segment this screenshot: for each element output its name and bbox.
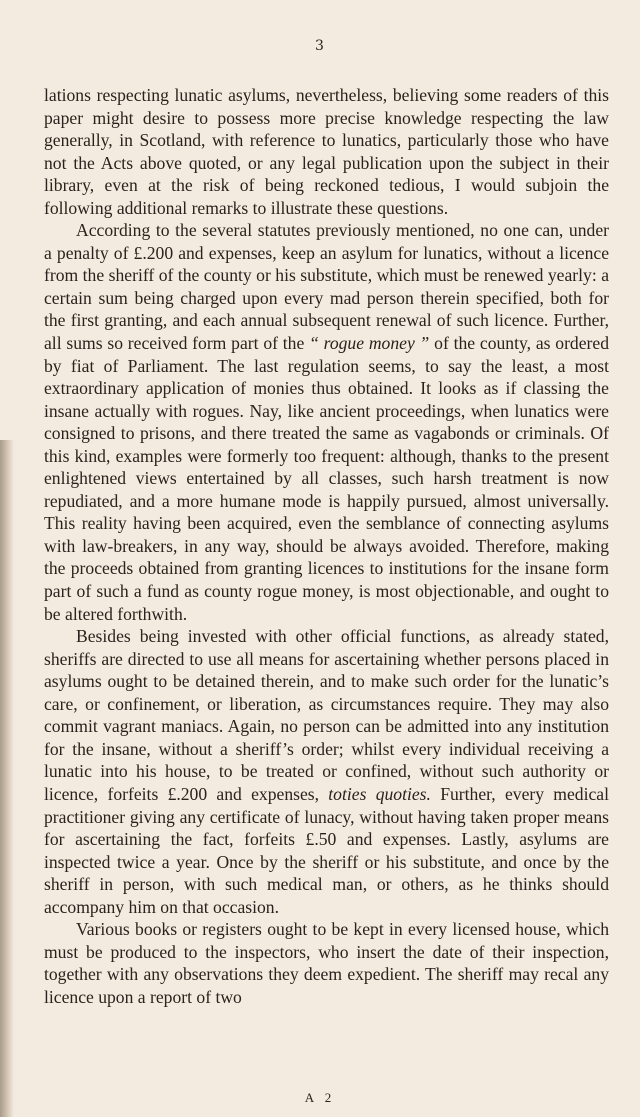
italic-phrase-toties-quoties: toties quoties.: [328, 783, 431, 804]
paragraph-3: [44, 625, 609, 918]
paragraph-4: [44, 918, 609, 1008]
text-segment: Various books or registers ought to be kept in every licensed house, which must be produced to the inspectors, who insert the date of their inspection, together with any observations they deem expedient. The sheriff may recal any licence upon a report of two: [44, 919, 609, 1007]
paragraph-2: [44, 219, 609, 625]
text-segment: According to the several statutes previously mentioned, no one can, under a penalty of £.200 and expenses, keep an asylum for lunatics, without a licence from the sheriff of the county or his substitute, which must be renewed yearly: a certain sum being charged upon every mad person therein specified, both for the first granting, and each annual subsequent renewal of such licence. Further, all sums so received form part of the: [44, 220, 609, 354]
text-segment: Further, every medical practitioner giving any certificate of lunacy, without having taken proper means for ascertaining the fact, forfeits £.50 and expenses. Lastly, asylums are inspected twice a year. Once by the sheriff or his substitute, and once by the sheriff in person, with such medical man, or others, as he thinks should accompany him on that occasion.: [44, 783, 609, 917]
body-text: [44, 84, 609, 1008]
page-number: 3: [315, 38, 325, 54]
text-segment: Besides being invested with other official functions, as already stated, sheriffs are directed to use all means for ascertaining whether persons placed in asylums ought to be detained therein, and to make such order for the lunatic’s care, or confinement, or liberation, as circumstances require. They may also commit vagrant maniacs. Again, no person can be admitted into any institution for the insane, without a sheriff’s order; whilst every individual receiving a lunatic into his house, to be treated or confined, without such authority or licence, forfeits £.200 and expenses,: [44, 626, 609, 804]
italic-phrase-rogue-money: “ rogue money ”: [309, 333, 430, 354]
signature-mark: A 2: [304, 1090, 336, 1105]
page-binding-shadow: [0, 440, 14, 1117]
paragraph-1: [44, 84, 609, 219]
text-segment: of the county, as ordered by fiat of Parliament. The last regulation seems, to say the least, a most extraordinary application of monies thus obtained. It looks as if classing the insane actually with rogues. Nay, like ancient proceedings, when lunatics were consigned to prisons, and there treated the same as vagabonds or criminals. Of this kind, examples were formerly too frequent: although, thanks to the present enlightened views entertained by all classes, such harsh treatment is now repudiated, and a more humane mode is happily pursued, almost universally. This reality having been acquired, even the semblance of connecting asylums with law-breakers, in any way, should be always avoided. Therefore, making the proceeds obtained from granting licences to institutions for the insane form part of such a fund as county rogue money, is most objectionable, and ought to be altered forthwith.: [44, 333, 609, 624]
text-segment: lations respecting lunatic asylums, nevertheless, believing some readers of this paper might desire to possess more precise knowledge respecting the law generally, in Scotland, with reference to lunatics, particularly those who have not the Acts above quoted, or any legal publication upon the subject in their library, even at the risk of being reckoned tedious, I would subjoin the following additional remarks to illustrate these questions.: [44, 85, 609, 218]
